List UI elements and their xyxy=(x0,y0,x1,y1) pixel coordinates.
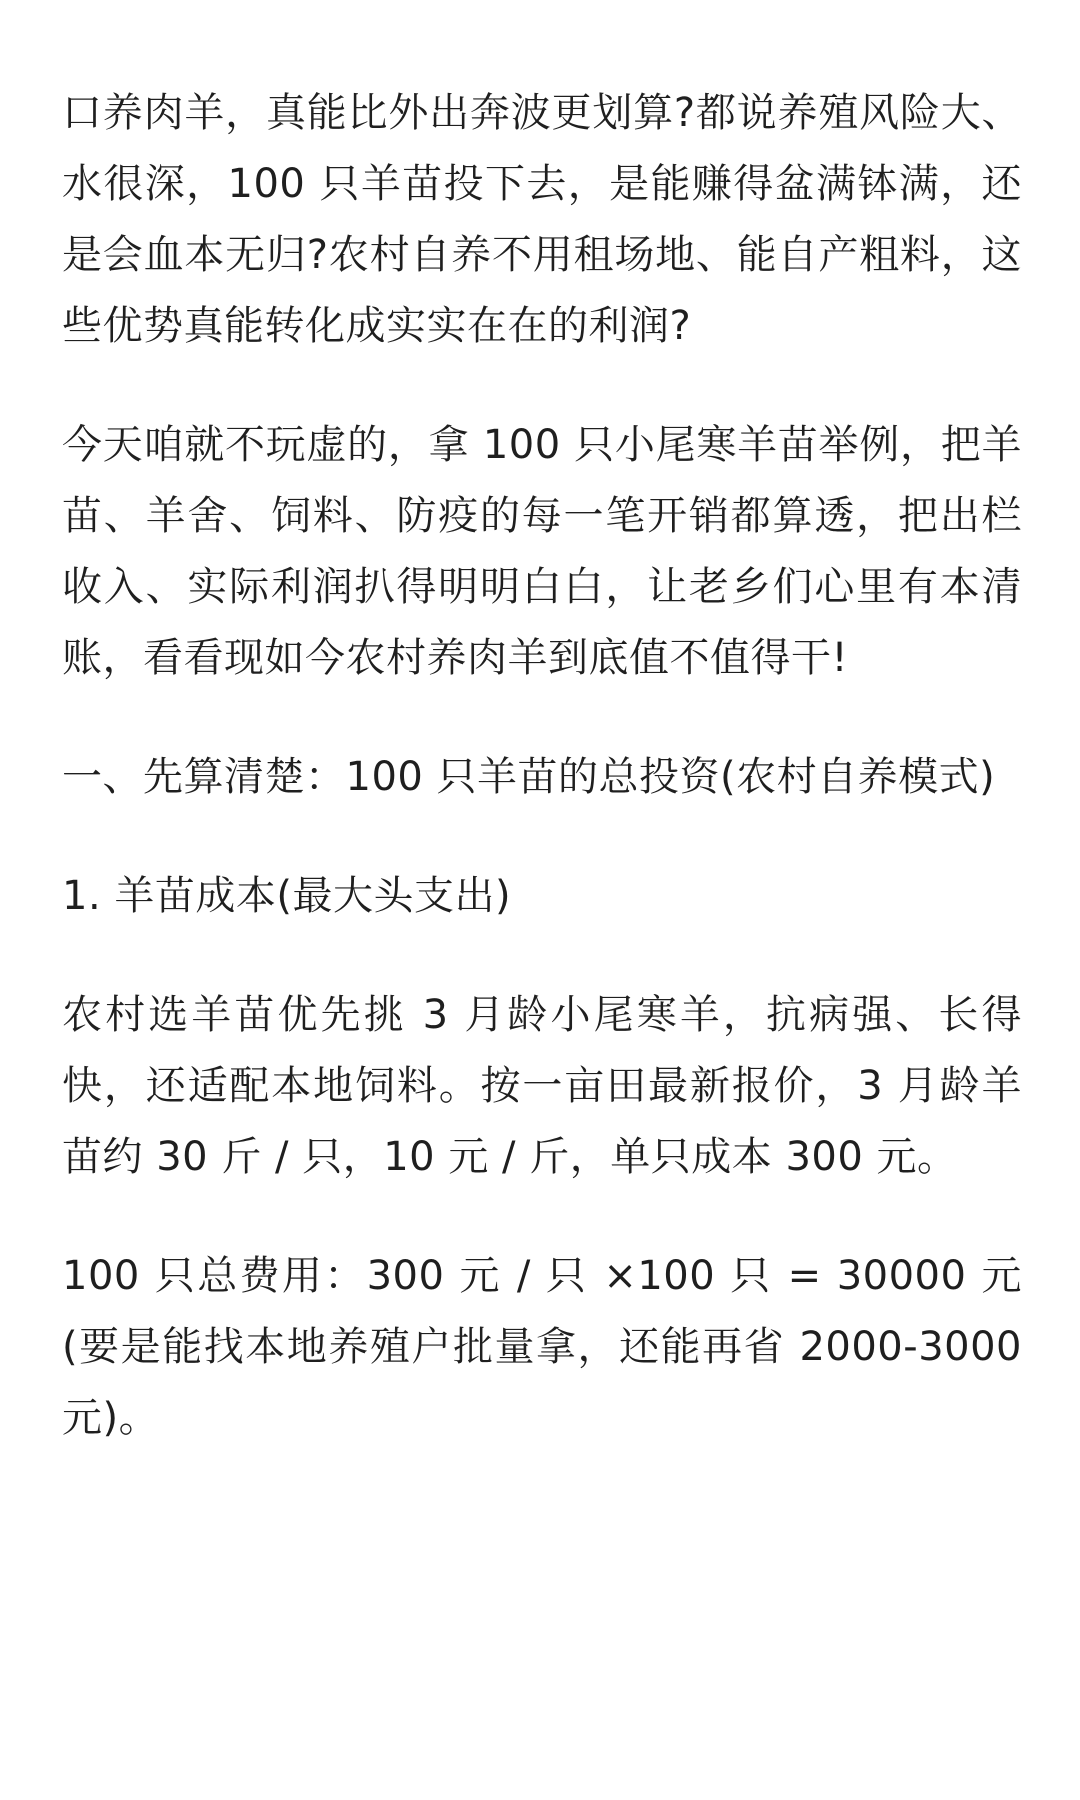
overview-paragraph: 今天咱就不玩虚的，拿 100 只小尾寒羊苗举例，把羊苗、羊舍、饲料、防疫的每一笔开销都算透，把出栏收入、实际利润扒得明明白白，让老乡们心里有本清账，看看现如今农村养肉羊到底值不值得干! xyxy=(62,422,1022,681)
section-heading: 一、先算清楚：100 只羊苗的总投资(农村自养模式) xyxy=(62,754,996,800)
article-body xyxy=(62,78,1022,1502)
subsection-heading: 1. 羊苗成本(最大头支出) xyxy=(62,873,512,919)
intro-paragraph: 口养肉羊，真能比外出奔波更划算?都说养殖风险大、水很深，100 只羊苗投下去，是能赚得盆满钵满，还是会血本无归?农村自养不用租场地、能自产粗料，这些优势真能转化成实实在在的利润? xyxy=(62,90,1022,349)
lamb-cost-paragraph: 农村选羊苗优先挑 3 月龄小尾寒羊，抗病强、长得快，还适配本地饲料。按一亩田最新报价，3 月龄羊苗约 30 斤 / 只，10 元 / 斤，单只成本 300 元。 xyxy=(62,992,1022,1180)
total-cost-paragraph: 100 只总费用：300 元 / 只 ×100 只 = 30000 元(要是能找本地养殖户批量拿，还能再省 2000-3000 元)。 xyxy=(62,1253,1022,1441)
